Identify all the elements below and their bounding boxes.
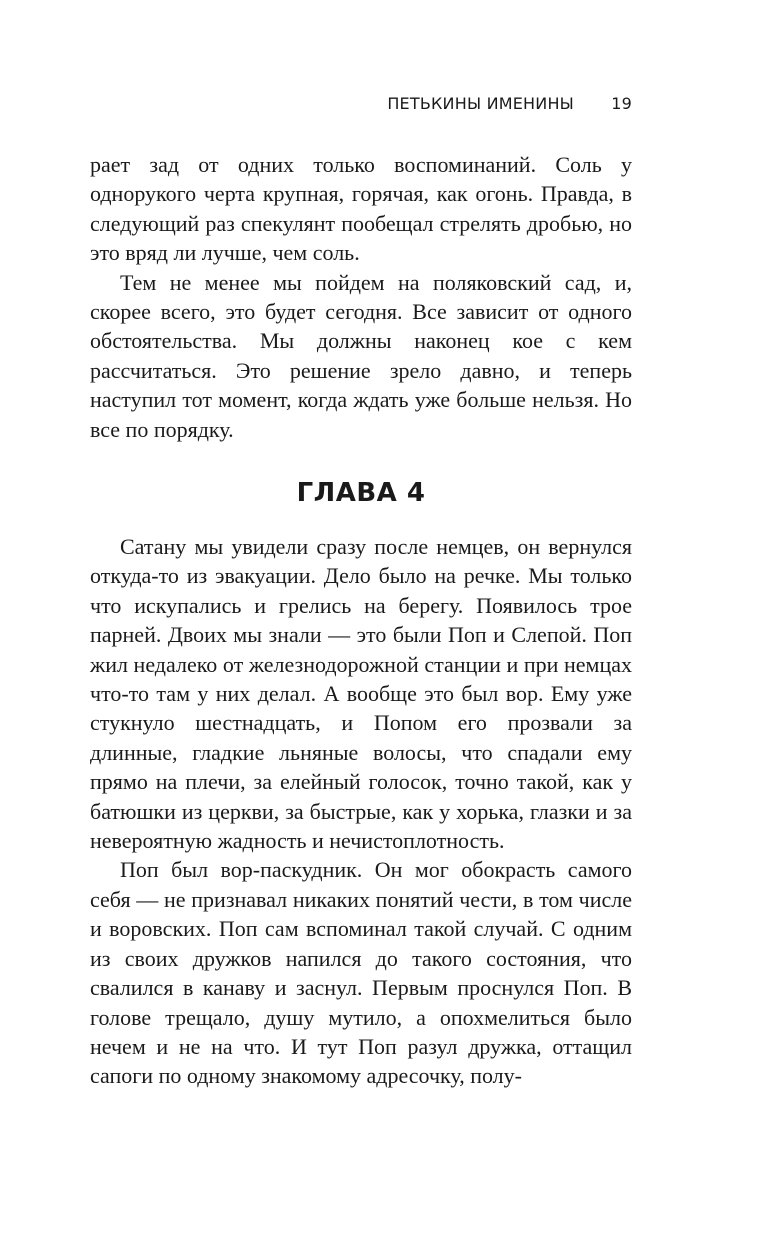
chapter-text-block (90, 532, 632, 1091)
paragraph-continued: рает зад от одних только воспоминаний. Соль у однорукого черта крупная, горячая, как огонь. Правда, в следующий раз спекулянт пообещал стрелять дробью, но это вряд ли лучше, чем соль. (90, 152, 632, 266)
paragraph: Поп был вор-паскудник. Он мог обокрасть самого себя — не признавал никаких понятий чести, в том числе и воровских. Поп сам вспоминал такой случай. С одним из своих дружков напился до такого состояния, что свалился в канаву и заснул. Первым проснулся Поп. В голове трещало, душу мутило, а опохмелиться было нечем и не на что. И тут Поп разул дружка, оттащил сапоги по одному знакомому адресочку, полу- (90, 857, 632, 1089)
text-block-before-chapter (90, 150, 632, 444)
paragraph: Сатану мы увидели сразу после немцев, он вернулся откуда-то из эвакуации. Дело было на речке. Мы только что искупались и грелись на берегу. Появилось трое парней. Двоих мы знали — это были Поп и Слепой. Поп жил недалеко от железнодорожной станции и при немцах что-то там у них делал. А вообще это был вор. Ему уже стукнуло шестнадцать, и Попом его прозвали за длинные, гладкие льняные волосы, что спадали ему прямо на плечи, за елейный голосок, точно такой, как у батюшки из церкви, за быстрые, как у хорька, глазки и за невероятную жадность и нечистоплотность. (90, 534, 632, 854)
running-title: ПЕТЬКИНЫ ИМЕНИНЫ (387, 94, 574, 113)
page-number: 19 (611, 94, 632, 113)
chapter-heading: ГЛАВА 4 (296, 478, 426, 508)
paragraph: Тем не менее мы пойдем на поляковский сад, и, скорее всего, это будет сегодня. Все зависит от одного обстоятельства. Мы должны наконец кое с кем рассчитаться. Это решение зрело давно, и теперь наступил тот момент, когда ждать уже больше нельзя. Но все по порядку. (90, 269, 632, 442)
running-head (90, 94, 632, 118)
